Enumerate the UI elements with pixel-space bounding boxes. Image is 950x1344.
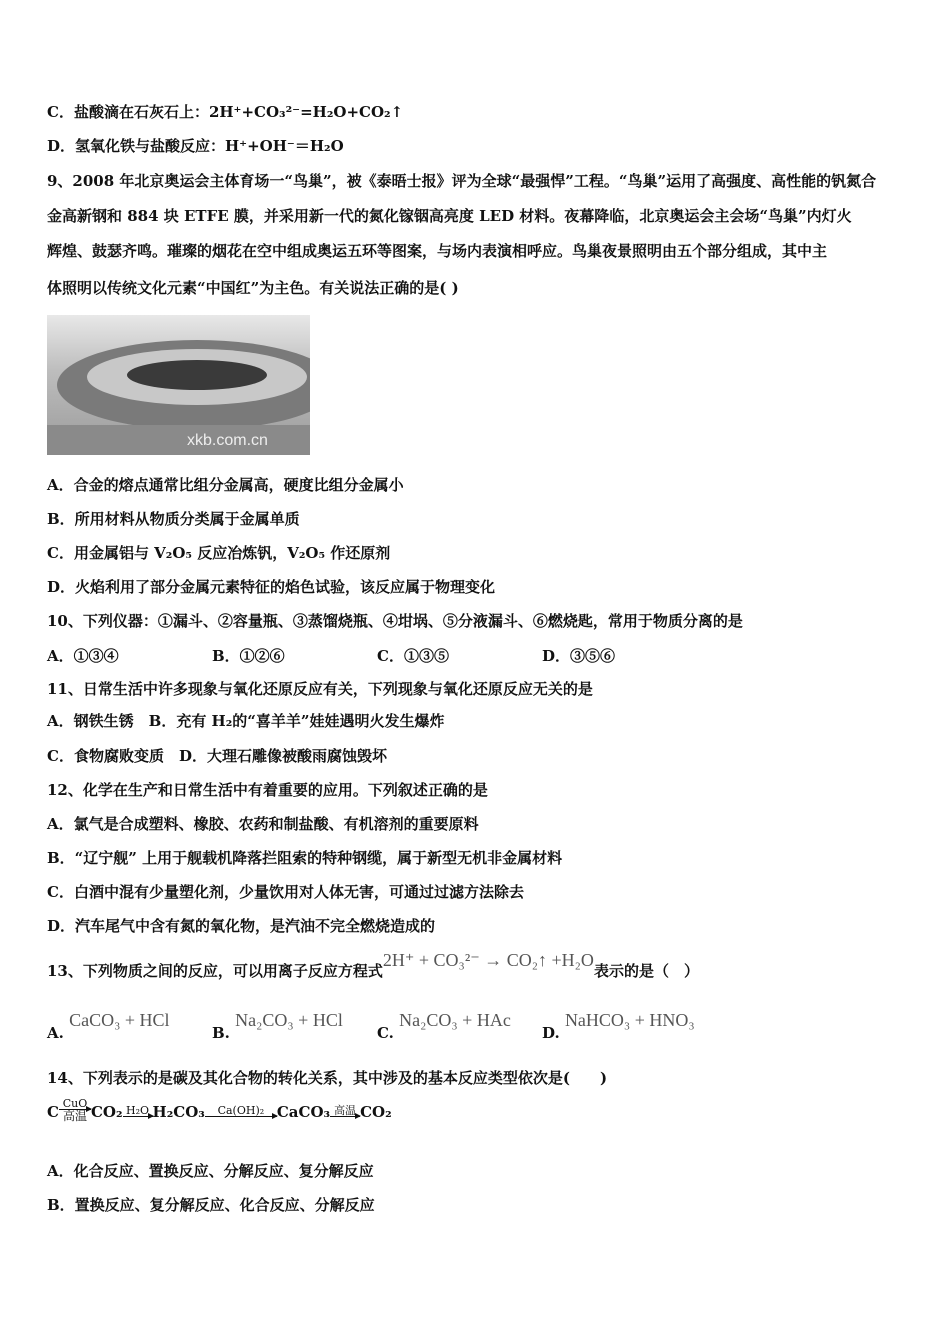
stadium-illustration	[47, 315, 310, 455]
option-formula: NaHCO₃ + HNO₃	[564, 1010, 695, 1030]
q12-option-b: B．“辽宁舰” 上用于舰载机降落拦阻索的特种钢缆，属于新型无机非金属材料	[47, 849, 563, 867]
option-letter: B.	[212, 1024, 230, 1042]
option-letter: C.	[377, 1024, 394, 1042]
q8-option-d: D．氢氧化铁与盐酸反应：H⁺+OH⁻＝H₂O	[47, 137, 344, 155]
q12-option-c: C．白酒中混有少量塑化剂，少量饮用对人体无害，可通过过滤方法除去	[47, 883, 524, 901]
q10-stem: 10、下列仪器：①漏斗、②容量瓶、③蒸馏烧瓶、④坩埚、⑤分液漏斗、⑥燃烧匙，常用于物质分离的是	[47, 612, 743, 630]
q9-option-a: A．合金的熔点通常比组分金属高，硬度比组分金属小	[47, 476, 404, 494]
arrow-label: Ca(OH)₂	[217, 1104, 265, 1117]
q9-option-d: D．火焰利用了部分金属元素特征的焰色试验，该反应属于物理变化	[47, 578, 496, 596]
birds-nest-stadium-photo	[47, 315, 310, 455]
chain-species: CaCO₃	[276, 1103, 331, 1121]
q10-option-b: B．①②⑥	[212, 647, 285, 665]
q10-option-d: D．③⑤⑥	[542, 647, 616, 665]
chain-species: CO₂	[90, 1103, 123, 1121]
q9-option-c: C．用金属铝与 V₂O₅ 反应冶炼钒，V₂O₅ 作还原剂	[47, 544, 391, 562]
arrow-4	[330, 1105, 360, 1122]
svg-text:xkb.com.cn: xkb.com.cn	[187, 432, 268, 449]
q13-option-d	[542, 1010, 695, 1043]
option-formula: CaCO₃ + HCl	[69, 1010, 170, 1030]
q10-option-a: A．①③④	[47, 647, 119, 665]
q9-stem-line: 体照明以传统文化元素“中国红”为主色。有关说法正确的是( )	[47, 279, 459, 297]
arrow-2	[123, 1105, 153, 1122]
arrow-label: CuO	[62, 1097, 88, 1110]
q12-option-a: A．氯气是合成塑料、橡胶、农药和制盐酸、有机溶剂的重要原料	[47, 815, 479, 833]
q12-stem: 12、化学在生产和日常生活中有着重要的应用。下列叙述正确的是	[47, 781, 488, 799]
q11-options-row2: C．食物腐败变质 D．大理石雕像被酸雨腐蚀毁坏	[47, 747, 387, 765]
q9-stem-line: 9、2008 年北京奥运会主体育场一“鸟巢”，被《泰晤士报》评为全球“最强悍”工程。“鸟巢”运用了高强度、高性能的钒氮合	[47, 172, 877, 190]
option-formula: Na₂CO₃ + HCl	[235, 1010, 343, 1030]
option-formula: Na₂CO₃ + HAc	[399, 1010, 511, 1030]
q12-option-d: D．汽车尾气中含有氮的氧化物，是汽油不完全燃烧造成的	[47, 917, 436, 935]
q9-option-b: B．所用材料从物质分类属于金属单质	[47, 510, 300, 528]
arrow-3	[205, 1105, 277, 1122]
option-letter: A.	[47, 1024, 64, 1042]
q14-stem: 14、下列表示的是碳及其化合物的转化关系，其中涉及的基本反应类型依次是( )	[47, 1069, 608, 1087]
q11-options-row1: A．钢铁生锈 B．充有 H₂的“喜羊羊”娃娃遇明火发生爆炸	[47, 712, 445, 730]
arrow-label: 高温	[62, 1109, 87, 1123]
q13-stem-start: 13、下列物质之间的反应，可以用离子反应方程式	[47, 962, 383, 980]
q13-stem	[47, 950, 699, 981]
option-letter: D.	[542, 1024, 560, 1042]
q14-conversion-chain	[47, 1098, 392, 1122]
arrow-1	[59, 1098, 91, 1122]
q9-stem-line: 辉煌、鼓瑟齐鸣。璀璨的烟花在空中组成奥运五环等图案，与场内表演相呼应。鸟巢夜景照明由五个部分组成，其中主	[47, 242, 828, 260]
q13-stem-end: 表示的是（ ）	[593, 962, 699, 980]
q9-stem-line: 金高新钢和 884 块 ETFE 膜，并采用新一代的氮化镓铟高亮度 LED 材料。夜幕降临，北京奥运会主会场“鸟巢”内灯火	[47, 207, 852, 225]
q14-option-a: A．化合反应、置换反应、分解反应、复分解反应	[47, 1162, 374, 1180]
chain-species: H₂CO₃	[152, 1103, 205, 1121]
q13-option-a	[47, 1010, 170, 1043]
chain-species: CO₂	[360, 1103, 392, 1121]
q14-option-b: B．置换反应、复分解反应、化合反应、分解反应	[47, 1196, 375, 1214]
q13-option-b	[212, 1010, 343, 1043]
chain-species: C	[47, 1103, 59, 1121]
q8-option-c: C．盐酸滴在石灰石上：2H⁺+CO₃²⁻=H₂O+CO₂↑	[47, 103, 404, 121]
q13-option-c	[377, 1010, 511, 1043]
q11-stem: 11、日常生活中许多现象与氧化还原反应有关，下列现象与氧化还原反应无关的是	[47, 680, 593, 698]
arrow-label: 高温	[334, 1104, 357, 1117]
q10-option-c: C．①③⑤	[377, 647, 449, 665]
arrow-label: H₂O	[126, 1104, 150, 1117]
q13-equation: 2H⁺ + CO₃²⁻ → CO₂↑ +H₂O	[382, 950, 594, 970]
